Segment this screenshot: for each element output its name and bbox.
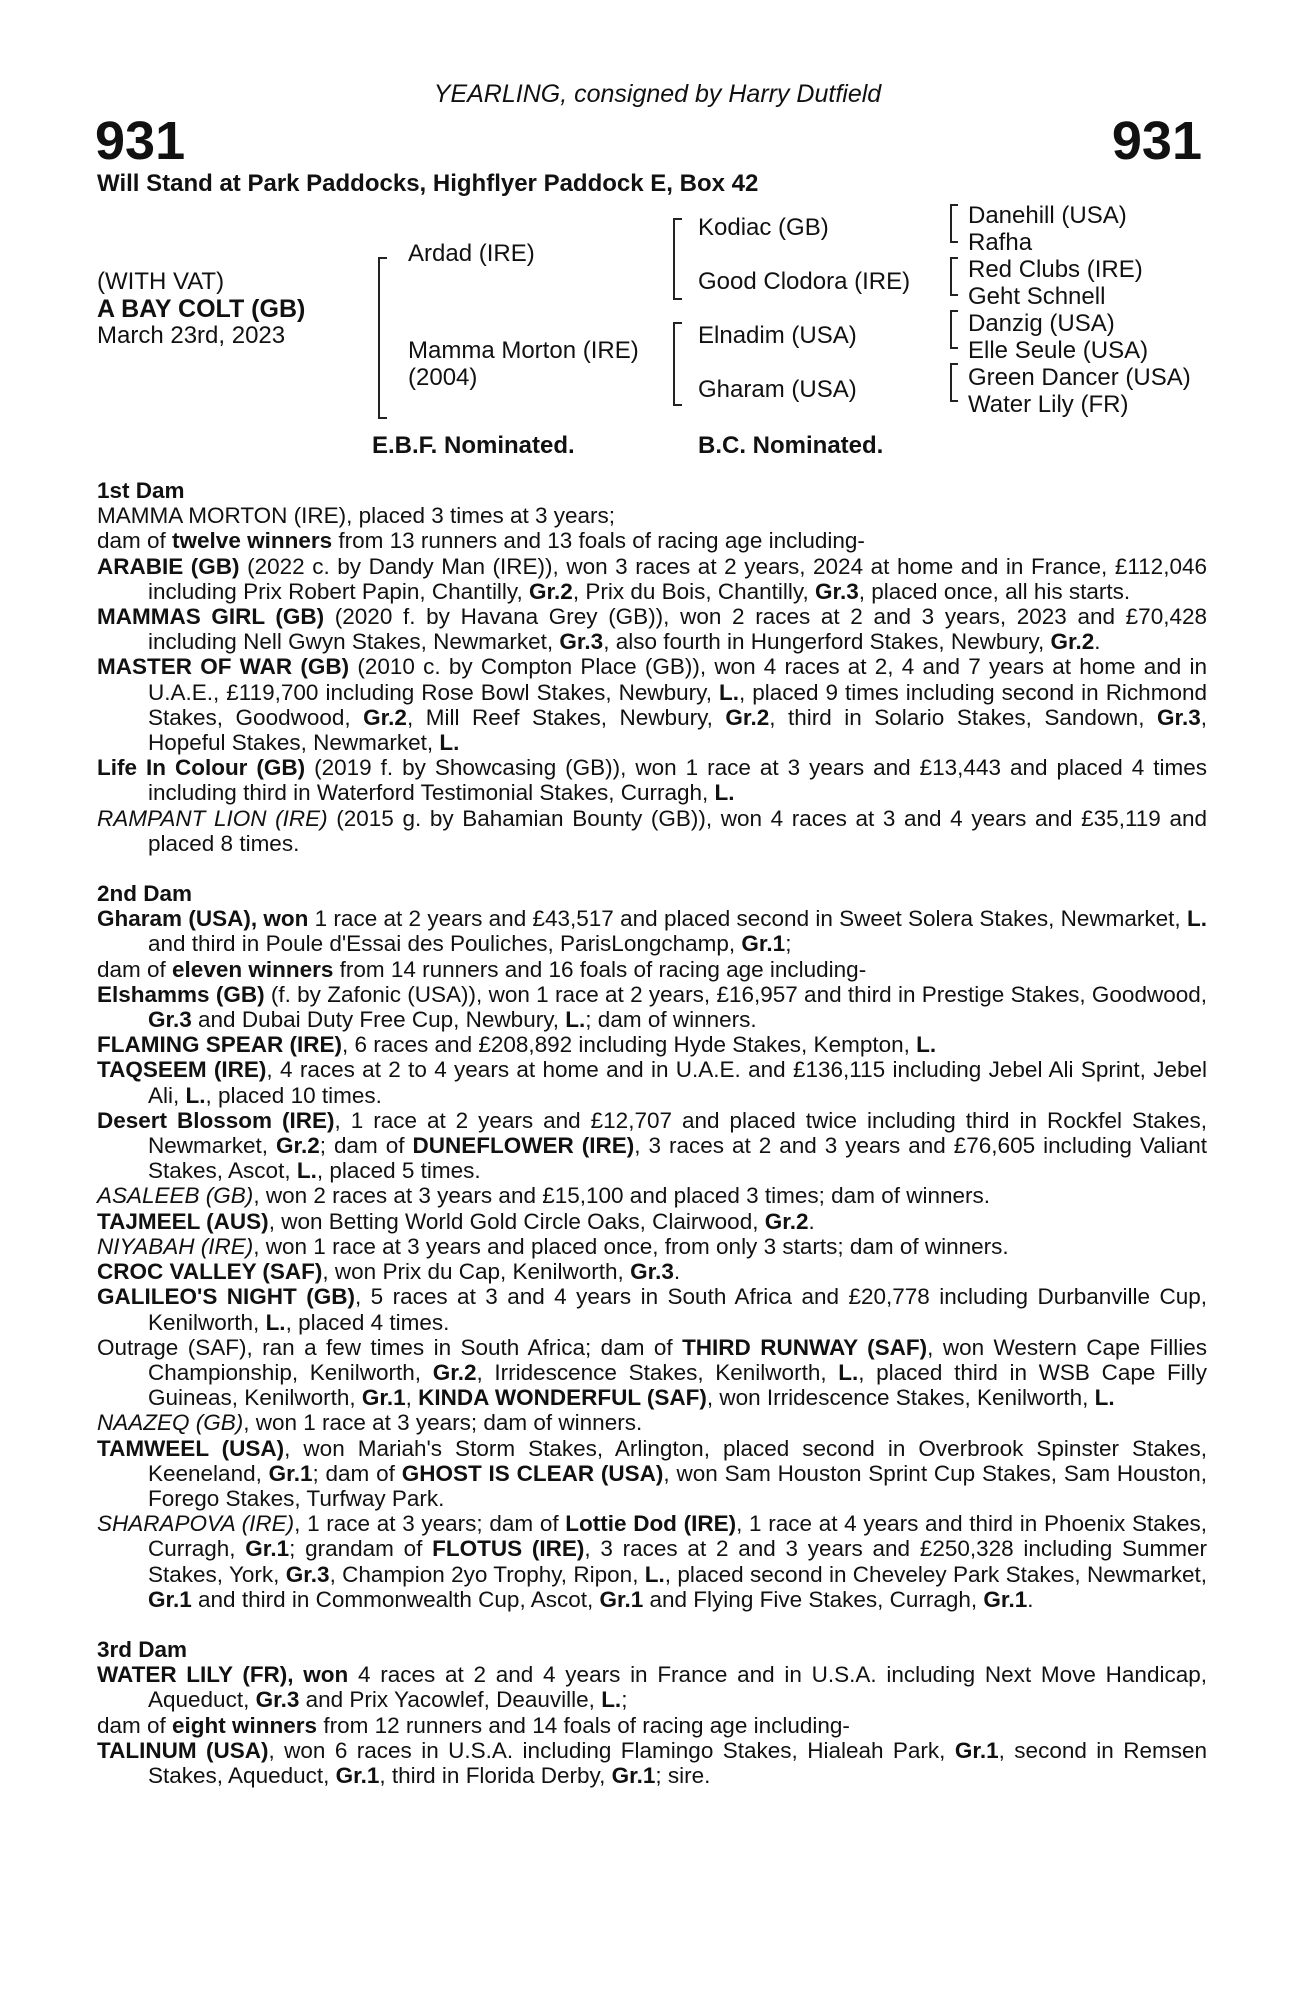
second-dam-produce-line: dam of eleven winners from 14 runners and 16 foals of racing age including- xyxy=(97,956,867,982)
pedigree-dds: Green Dancer (USA) xyxy=(968,364,1191,391)
pedigree-dam-year: (2004) xyxy=(408,364,478,391)
consignment-header: YEARLING, consigned by Harry Dutfield xyxy=(433,80,882,108)
pedigree-dam: Mamma Morton (IRE) xyxy=(408,337,639,364)
pedigree-sss: Danehill (USA) xyxy=(968,202,1127,229)
produce-entry: Outrage (SAF), ran a few times in South Africa; dam of THIRD RUNWAY (SAF), won Western Cape Fillies Championship, Kenilworth, Gr.2, Irridescence Stakes, Kenilworth, L., placed third in WSB Cape Filly Guineas, Kenilworth, Gr.1, KINDA WONDERFUL (SAF), won Irridescence Stakes, Kenilworth, L. xyxy=(97,1334,1208,1411)
produce-entry: MAMMAS GIRL (GB) (2020 f. by Havana Grey (GB)), won 2 races at 2 and 3 years, 2023 and £70,428 including Nell Gwyn Stakes, Newmarket, Gr.3, also fourth in Hungerford Stakes, Newbury, Gr.2. xyxy=(97,604,1207,655)
produce-entry: ASALEEB (GB), won 2 races at 3 years and £15,100 and placed 3 times; dam of winners. xyxy=(97,1183,990,1209)
produce-entry: TAMWEEL (USA), won Mariah's Storm Stakes, Arlington, placed second in Overbrook Spinster Stakes, Keeneland, Gr.1; dam of GHOST IS CLEAR (USA), won Sam Houston Sprint Cup Stakes, Sam Houston, Forego Stakes, Turfway Park. xyxy=(97,1435,1208,1511)
lot-number-right: 931 xyxy=(1111,111,1202,171)
first-dam-produce-line: dam of twelve winners from 13 runners and 13 foals of racing age including- xyxy=(97,528,865,554)
brace-g1b xyxy=(950,217,958,243)
pedigree-ss: Kodiac (GB) xyxy=(698,214,829,241)
produce-entry: NAAZEQ (GB), won 1 race at 3 years; dam of winners. xyxy=(97,1410,643,1436)
horse-dob: March 23rd, 2023 xyxy=(97,322,286,349)
second-dam-heading: 2nd Dam xyxy=(97,881,193,907)
pedigree-brace-sire xyxy=(378,257,387,339)
produce-entry: FLAMING SPEAR (IRE), 6 races and £208,892 including Hyde Stakes, Kempton, L. xyxy=(97,1032,937,1058)
third-dam-intro: WATER LILY (FR), won 4 races at 2 and 4 years in France and in U.S.A. including Next Move Handicap, Aqueduct, Gr.3 and Prix Yacowlef, Deauville, L.; xyxy=(97,1662,1207,1713)
brace-g3b xyxy=(950,323,958,349)
produce-entry: ARABIE (GB) (2022 c. by Dandy Man (IRE)), won 3 races at 2 years, 2024 at home and in France, £112,046 including Prix Robert Papin, Chantilly, Gr.2, Prix du Bois, Chantilly, Gr.3, placed once, all his starts. xyxy=(97,553,1207,604)
produce-entry: TAJMEEL (AUS), won Betting World Gold Circle Oaks, Clairwood, Gr.2. xyxy=(97,1208,815,1234)
pedigree-dss: Danzig (USA) xyxy=(968,310,1115,337)
brace-g4b xyxy=(950,376,958,402)
pedigree-brace-ds xyxy=(673,322,682,358)
first-dam-line: MAMMA MORTON (IRE), placed 3 times at 3 years; xyxy=(97,503,616,529)
stand-location: Will Stand at Park Paddocks, Highflyer Paddock E, Box 42 xyxy=(97,170,759,197)
pedigree-brace-dd xyxy=(673,356,682,406)
horse-name: A BAY COLT (GB) xyxy=(97,295,306,323)
pedigree-ds: Elnadim (USA) xyxy=(698,322,857,349)
catalogue-body xyxy=(97,478,1207,1788)
ebf-nominated: E.B.F. Nominated. xyxy=(372,432,575,459)
produce-entry: TALINUM (USA), won 6 races in U.S.A. including Flamingo Stakes, Hialeah Park, Gr.1, second in Remsen Stakes, Aqueduct, Gr.1, third in Florida Derby, Gr.1; sire. xyxy=(97,1737,1207,1788)
produce-entry: Life In Colour (GB) (2019 f. by Showcasing (GB)), won 1 race at 3 years and £13,443 and placed 4 times including third in Waterford Testimonial Stakes, Curragh, L. xyxy=(97,755,1207,806)
pedigree-ssd: Rafha xyxy=(968,229,1033,256)
produce-entry: Desert Blossom (IRE), 1 race at 2 years and £12,707 and placed twice including third in Rockfel Stakes, Newmarket, Gr.2; dam of DUNEFLOWER (IRE), 3 races at 2 and 3 years and £76,605 including Valiant Stakes, Ascot, L., placed 5 times. xyxy=(97,1107,1207,1184)
third-dam-heading: 3rd Dam xyxy=(97,1636,188,1662)
lot-number-left: 931 xyxy=(95,111,186,171)
brace-g2b xyxy=(950,270,958,296)
produce-entry: GALILEO'S NIGHT (GB), 5 races at 3 and 4 years in South Africa and £20,778 including Durbanville Cup, Kenilworth, L., placed 4 times. xyxy=(97,1284,1207,1335)
pedigree-ddd: Water Lily (FR) xyxy=(968,391,1129,418)
pedigree-brace-ss xyxy=(673,218,682,260)
produce-entry: NIYABAH (IRE), won 1 race at 3 years and placed once, from only 3 starts; dam of winners. xyxy=(97,1233,1009,1259)
produce-entry: CROC VALLEY (SAF), won Prix du Cap, Kenilworth, Gr.3. xyxy=(97,1259,681,1285)
bc-nominated: B.C. Nominated. xyxy=(698,432,884,459)
produce-entry: MASTER OF WAR (GB) (2010 c. by Compton Place (GB)), won 4 races at 2, 4 and 7 years at home and in U.A.E., £119,700 including Rose Bowl Stakes, Newbury, L., placed 9 times including second in Richmond Stakes, Goodwood, Gr.2, Mill Reef Stakes, Newbury, Gr.2, third in Solario Stakes, Sandown, Gr.3, Hopeful Stakes, Newmarket, L. xyxy=(97,654,1208,756)
pedigree-brace-sd xyxy=(673,258,682,300)
produce-entry: Elshamms (GB) (f. by Zafonic (USA)), won 1 race at 2 years, £16,957 and third in Prestige Stakes, Goodwood, Gr.3 and Dubai Duty Free Cup, Newbury, L.; dam of winners. xyxy=(97,981,1207,1033)
second-dam-intro: Gharam (USA), won 1 race at 2 years and £43,517 and placed second in Sweet Solera Stakes, Newmarket, L. and third in Poule d'Essai des Pouliches, ParisLongchamp, Gr.1; xyxy=(97,906,1207,957)
vat-note: (WITH VAT) xyxy=(97,268,225,295)
pedigree-sire: Ardad (IRE) xyxy=(408,240,535,267)
pedigree-brace-dam xyxy=(378,337,387,419)
pedigree-dsd: Elle Seule (USA) xyxy=(968,337,1149,364)
pedigree-sdd: Geht Schnell xyxy=(968,283,1106,310)
produce-entry: SHARAPOVA (IRE), 1 race at 3 years; dam of Lottie Dod (IRE), 1 race at 4 years and third in Phoenix Stakes, Curragh, Gr.1; grandam of FLOTUS (IRE), 3 races at 2 and 3 years and £250,328 including Summer Stakes, York, Gr.3, Champion 2yo Trophy, Ripon, L., placed second in Cheveley Park Stakes, Newmarket, Gr.1 and third in Commonwealth Cup, Ascot, Gr.1 and Flying Five Stakes, Curragh, Gr.1. xyxy=(97,1511,1207,1612)
pedigree-dd: Gharam (USA) xyxy=(698,376,857,403)
produce-entry: TAQSEEM (IRE), 4 races at 2 to 4 years at home and in U.A.E. and £136,115 including Jebel Ali Sprint, Jebel Ali, L., placed 10 times. xyxy=(97,1057,1207,1108)
pedigree-sd: Good Clodora (IRE) xyxy=(698,268,911,295)
pedigree-sds: Red Clubs (IRE) xyxy=(968,256,1143,283)
produce-entry: RAMPANT LION (IRE) (2015 g. by Bahamian Bounty (GB)), won 4 races at 3 and 4 years and £35,119 and placed 8 times. xyxy=(97,805,1207,856)
first-dam-heading: 1st Dam xyxy=(97,478,185,503)
third-dam-produce-line: dam of eight winners from 12 runners and 14 foals of racing age including- xyxy=(97,1712,850,1738)
